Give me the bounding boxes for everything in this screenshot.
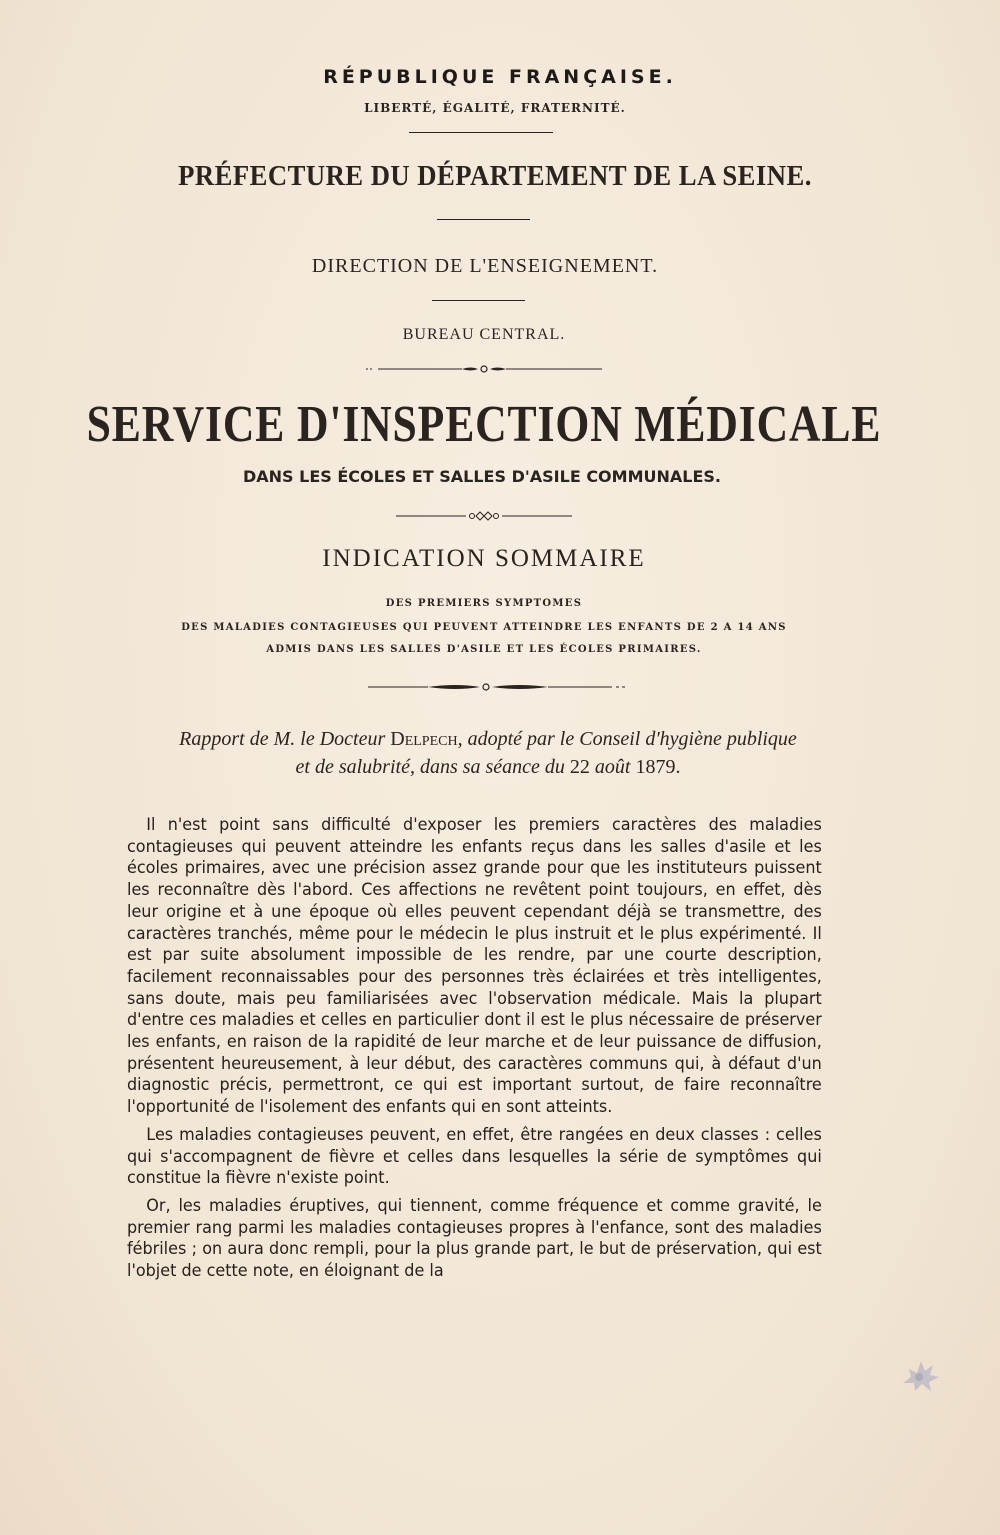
ink-stamp-mark bbox=[897, 1355, 943, 1395]
report-prefix: Rapport de M. le Docteur bbox=[179, 728, 386, 750]
report-line-1 bbox=[0, 728, 988, 751]
prefecture-heading: PRÉFECTURE DU DÉPARTEMENT DE LA SEINE. bbox=[178, 160, 812, 192]
report-line2-text: et de salubrité, dans sa séance du bbox=[295, 756, 565, 778]
body-text bbox=[127, 814, 822, 1288]
body-paragraph: Il n'est point sans difficulté d'exposer les premiers caractères des maladies contagieuses qui peuvent atteindre les enfants reçus dans les salles d'asile et les écoles primaires, avec une précision assez grande pour que les instituteurs puissent les reconnaître dès l'abord. Ces affections ne revêtent point toujours, en effet, dès leur origine et à une époque où elles peuvent cependant déjà se transmettre, des caractères tranchés, même pour le médecin le plus instruit et le plus expérimenté. Il est par suite absolument impossible de les rendre, par une courte description, facilement reconnaissables pour des personnes très éclairées et très intelligentes, sans doute, mais peu familiarisées avec l'observation médicale. Mais la plupart d'entre ces maladies et celles en particulier dont il est le plus nécessaire de préserver les enfants, en raison de la rapidité de leur marche et de leur puissance de diffusion, présentent heureusement, à leur début, des caractères communs qui, à défaut d'un diagnostic précis, permettront, ce qui est important surtout, de faire reconnaître l'opportunité de l'isolement des enfants qui en sont atteints. bbox=[127, 815, 822, 1117]
service-subtitle: DANS LES ÉCOLES ET SALLES D'ASILE COMMUNALES. bbox=[242, 467, 721, 486]
report-month: août bbox=[594, 756, 631, 778]
indication-line: ADMIS DANS LES SALLES D'ASILE ET LES ÉCOLES PRIMAIRES. bbox=[266, 644, 702, 655]
republic-motto: LIBERTÉ, ÉGALITÉ, FRATERNITÉ. bbox=[364, 101, 626, 115]
indication-line: DES MALADIES CONTAGIEUSES QUI PEUVENT ATTEINDRE LES ENFANTS DE 2 A 14 ANS bbox=[181, 622, 787, 633]
report-author: Delpech bbox=[390, 728, 458, 750]
body-paragraph: Les maladies contagieuses peuvent, en effet, être rangées en deux classes : celles qui s'accompagnent de fièvre et celles dans lesquelles la série de symptômes qui constitue la fièvre n'existe point. bbox=[127, 1124, 822, 1188]
body-paragraph: Or, les maladies éruptives, qui tiennent, comme fréquence et comme gravité, le premier rang parmi les maladies contagieuses propres à l'enfance, sont des maladies fébriles ; on aura donc rempli, pour la plus grande part, le but de préservation, qui est l'objet de cette note, en éloignant de la bbox=[127, 1195, 822, 1281]
report-line-2 bbox=[0, 756, 988, 779]
direction-heading: DIRECTION DE L'ENSEIGNEMENT. bbox=[311, 255, 659, 277]
ornamental-divider bbox=[368, 682, 628, 692]
divider-rule bbox=[432, 300, 525, 301]
service-title: SERVICE D'INSPECTION MÉDICALE bbox=[86, 396, 882, 453]
indication-line: DES PREMIERS SYMPTOMES bbox=[385, 598, 583, 609]
divider-rule bbox=[437, 219, 530, 220]
ornamental-divider bbox=[396, 511, 572, 521]
ornamental-divider bbox=[366, 364, 602, 374]
report-day: 22 bbox=[569, 756, 590, 778]
republic-heading: RÉPUBLIQUE FRANÇAISE. bbox=[323, 66, 677, 88]
indication-heading: INDICATION SOMMAIRE bbox=[322, 545, 646, 572]
report-year: 1879. bbox=[635, 756, 681, 778]
divider-rule bbox=[409, 132, 553, 133]
report-suffix: , adopté par le Conseil d'hygiène publique bbox=[457, 728, 797, 750]
bureau-heading: BUREAU CENTRAL. bbox=[402, 326, 566, 343]
